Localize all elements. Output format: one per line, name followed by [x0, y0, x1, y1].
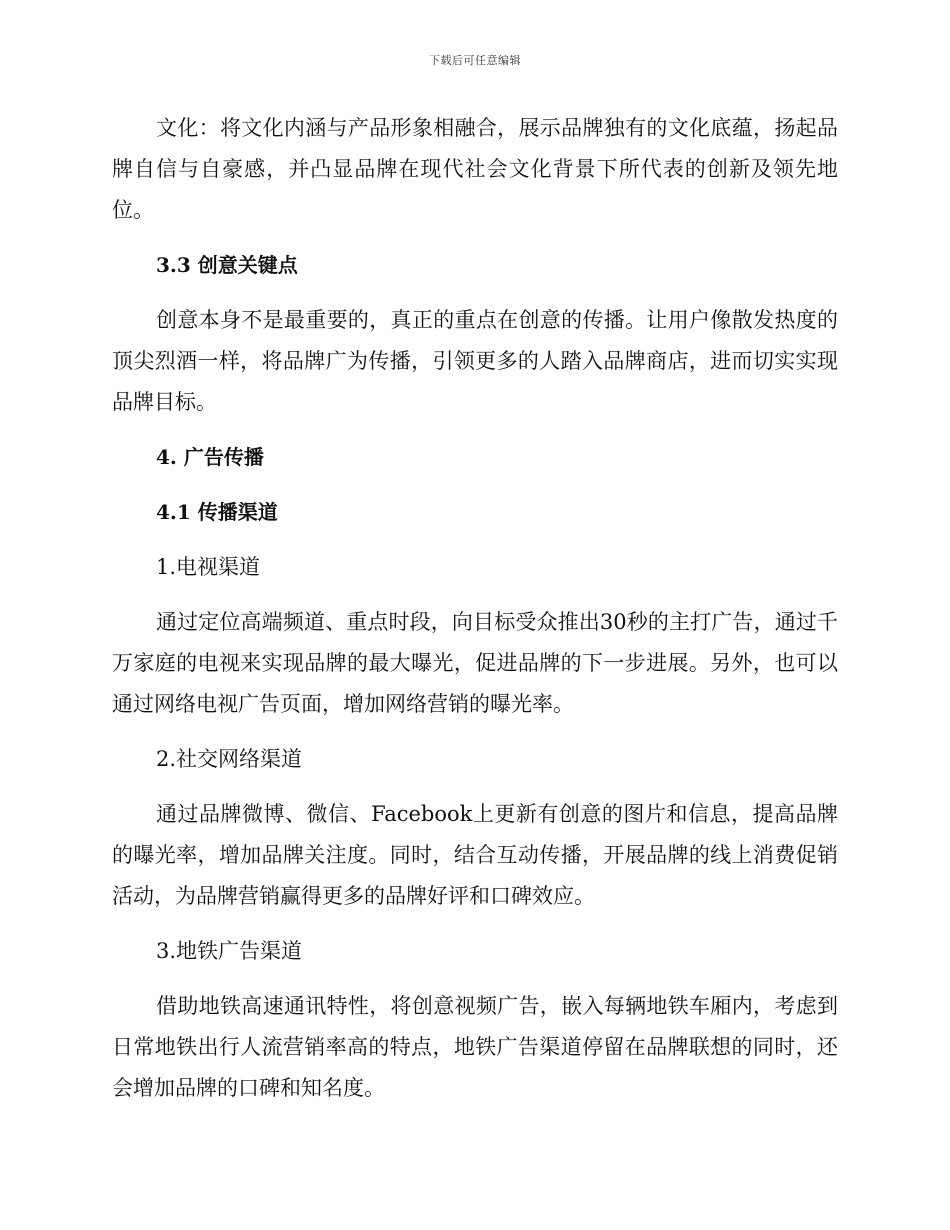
paragraph-subway-channel: 借助地铁高速通讯特性，将创意视频广告，嵌入每辆地铁车厢内，考虑到日常地铁出行人流营销率高的特点，地铁广告渠道停留在品牌联想的同时，还会增加品牌的口碑和知名度。	[112, 994, 838, 1100]
paragraph-culture: 文化：将文化内涵与产品形象相融合，展示品牌独有的文化底蕴，扬起品牌自信与自豪感，并凸显品牌在现代社会文化背景下所代表的创新及领先地位。	[112, 116, 838, 222]
list-item-social-channel: 2.社交网络渠道	[156, 747, 303, 771]
page-header: 下载后可任意编辑	[429, 54, 521, 67]
heading-4-1: 4.1 传播渠道	[156, 500, 278, 524]
document-body	[112, 108, 838, 1123]
paragraph-social-channel: 通过品牌微博、微信、Facebook上更新有创意的图片和信息，提高品牌的曝光率，增加品牌关注度。同时，结合互动传播，开展品牌的线上消费促销活动，为品牌营销赢得更多的品牌好评和口碑效应。	[112, 802, 838, 908]
paragraph-tv-channel: 通过定位高端频道、重点时段，向目标受众推出30秒的主打广告，通过千万家庭的电视来实现品牌的最大曝光，促进品牌的下一步进展。另外，也可以通过网络电视广告页面，增加网络营销的曝光率。	[112, 610, 838, 716]
list-item-subway-channel: 3.地铁广告渠道	[156, 939, 303, 963]
heading-3-3: 3.3 创意关键点	[156, 253, 298, 277]
list-item-tv-channel: 1.电视渠道	[156, 555, 261, 579]
paragraph-creative-key-points: 创意本身不是最重要的，真正的重点在创意的传播。让用户像散发热度的顶尖烈酒一样，将品牌广为传播，引领更多的人踏入品牌商店，进而切实实现品牌目标。	[112, 308, 838, 414]
heading-4: 4. 广告传播	[156, 445, 264, 469]
